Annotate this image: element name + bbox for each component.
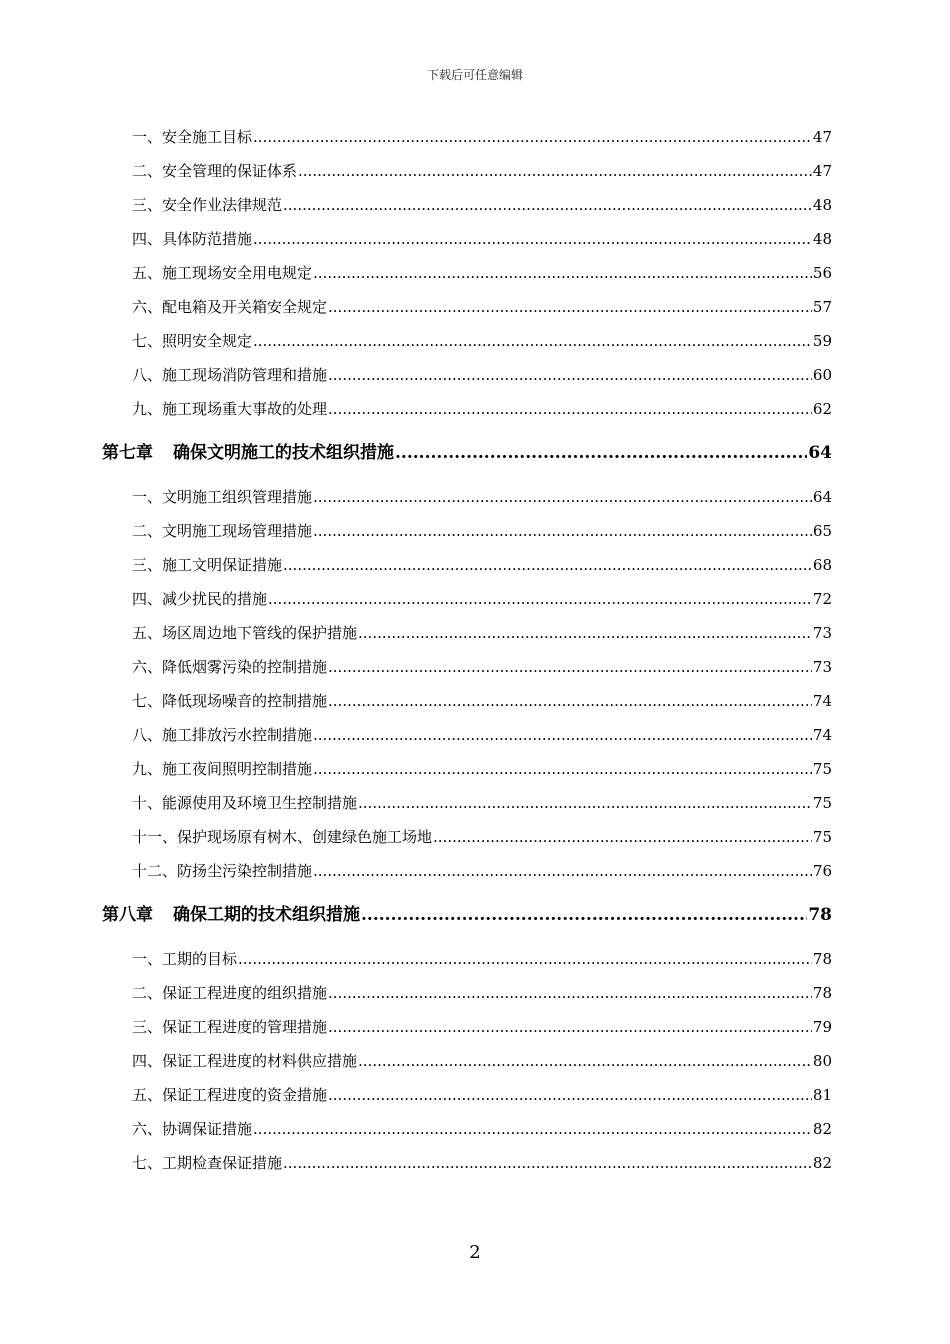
toc-entry-title: 四、具体防范措施 (132, 230, 253, 248)
toc-entry[interactable] (102, 392, 832, 426)
toc-page-number: 78 (812, 950, 832, 968)
toc-entry-title: 六、协调保证措施 (132, 1120, 253, 1138)
toc-entry-title: 二、文明施工现场管理措施 (132, 522, 313, 540)
toc-entry[interactable] (102, 684, 832, 718)
toc-page-number: 57 (812, 298, 832, 316)
toc-entry[interactable] (102, 120, 832, 154)
toc-entry-title: 二、保证工程进度的组织措施 (132, 984, 328, 1002)
toc-entry-title: 七、照明安全规定 (132, 332, 253, 350)
toc-dot-leader (253, 1112, 812, 1146)
toc-chapter-number: 第七章 (102, 443, 153, 463)
toc-entry-title: 七、降低现场噪音的控制措施 (132, 692, 328, 710)
toc-chapter-entry[interactable] (102, 888, 832, 942)
toc-entry-title: 六、降低烟雾污染的控制措施 (132, 658, 328, 676)
toc-page-number: 75 (812, 760, 832, 778)
table-of-contents (102, 120, 832, 1180)
toc-page-number: 76 (812, 862, 832, 880)
toc-entry[interactable] (102, 1146, 832, 1180)
toc-chapter-label: 确保工期的技术组织措施 (173, 905, 360, 925)
toc-entry-title: 三、安全作业法律规范 (132, 196, 283, 214)
toc-page-number: 56 (812, 264, 832, 282)
toc-chapter-title (102, 426, 394, 480)
toc-page-number: 73 (812, 624, 832, 642)
toc-page-number: 75 (812, 828, 832, 846)
toc-dot-leader (313, 256, 812, 290)
toc-entry-title: 三、施工文明保证措施 (132, 556, 283, 574)
toc-page-number: 82 (812, 1154, 832, 1172)
toc-entry[interactable] (102, 786, 832, 820)
toc-chapter-number: 第八章 (102, 905, 153, 925)
toc-dot-leader (238, 942, 812, 976)
toc-entry-title: 一、工期的目标 (132, 950, 238, 968)
toc-chapter-title (102, 888, 360, 942)
toc-page-number: 73 (812, 658, 832, 676)
toc-entry[interactable] (102, 854, 832, 888)
toc-dot-leader (358, 786, 812, 820)
toc-entry[interactable] (102, 358, 832, 392)
toc-entry[interactable] (102, 942, 832, 976)
toc-page-number: 62 (812, 400, 832, 418)
toc-page-number: 81 (812, 1086, 832, 1104)
toc-dot-leader (328, 684, 812, 718)
toc-entry[interactable] (102, 154, 832, 188)
toc-entry[interactable] (102, 582, 832, 616)
toc-entry-title: 八、施工排放污水控制措施 (132, 726, 313, 744)
toc-page-number: 47 (812, 128, 832, 146)
toc-entry[interactable] (102, 976, 832, 1010)
toc-dot-leader (328, 290, 812, 324)
toc-entry[interactable] (102, 650, 832, 684)
page-number: 2 (469, 1242, 481, 1263)
toc-page-number: 48 (812, 230, 832, 248)
toc-entry-title: 一、安全施工目标 (132, 128, 253, 146)
toc-dot-leader (253, 120, 812, 154)
toc-entry-title: 九、施工夜间照明控制措施 (132, 760, 313, 778)
toc-dot-leader (268, 582, 812, 616)
toc-entry-title: 四、保证工程进度的材料供应措施 (132, 1052, 358, 1070)
toc-entry-title: 五、施工现场安全用电规定 (132, 264, 313, 282)
toc-dot-leader (433, 820, 812, 854)
toc-dot-leader (253, 222, 812, 256)
toc-entry-title: 十二、防扬尘污染控制措施 (132, 862, 313, 880)
toc-dot-leader (328, 1078, 812, 1112)
page-header: 下载后可任意编辑 (426, 68, 523, 82)
toc-page-number: 80 (812, 1052, 832, 1070)
toc-chapter-label: 确保文明施工的技术组织措施 (173, 443, 394, 463)
toc-page-number: 48 (812, 196, 832, 214)
toc-entry-title: 一、文明施工组织管理措施 (132, 488, 313, 506)
toc-entry[interactable] (102, 718, 832, 752)
toc-dot-leader (358, 1044, 812, 1078)
toc-entry-title: 十一、保护现场原有树木、创建绿色施工场地 (132, 828, 433, 846)
toc-dot-leader (328, 358, 812, 392)
toc-entry[interactable] (102, 752, 832, 786)
toc-dot-leader (358, 616, 812, 650)
toc-entry[interactable] (102, 616, 832, 650)
toc-entry[interactable] (102, 290, 832, 324)
toc-entry[interactable] (102, 1044, 832, 1078)
toc-dot-leader (328, 650, 812, 684)
toc-dot-leader (253, 324, 812, 358)
toc-dot-leader (313, 718, 812, 752)
toc-page-number: 78 (808, 905, 832, 925)
toc-entry[interactable] (102, 1078, 832, 1112)
toc-page-number: 65 (812, 522, 832, 540)
toc-entry-title: 五、保证工程进度的资金措施 (132, 1086, 328, 1104)
toc-page-number: 79 (812, 1018, 832, 1036)
toc-dot-leader (313, 854, 812, 888)
toc-dot-leader (395, 426, 807, 480)
toc-entry[interactable] (102, 324, 832, 358)
toc-dot-leader (313, 514, 812, 548)
toc-page-number: 75 (812, 794, 832, 812)
toc-page-number: 74 (812, 692, 832, 710)
toc-entry[interactable] (102, 548, 832, 582)
toc-dot-leader (328, 392, 812, 426)
toc-dot-leader (283, 548, 812, 582)
toc-entry-title: 四、减少扰民的措施 (132, 590, 268, 608)
toc-page-number: 47 (812, 162, 832, 180)
toc-page-number: 68 (812, 556, 832, 574)
toc-entry[interactable] (102, 256, 832, 290)
toc-entry[interactable] (102, 1010, 832, 1044)
toc-entry-title: 八、施工现场消防管理和措施 (132, 366, 328, 384)
toc-page-number: 78 (812, 984, 832, 1002)
toc-entry-title: 三、保证工程进度的管理措施 (132, 1018, 328, 1036)
toc-page-number: 74 (812, 726, 832, 744)
toc-dot-leader (328, 1010, 812, 1044)
toc-entry[interactable] (102, 820, 832, 854)
toc-dot-leader (313, 752, 812, 786)
toc-page-number: 64 (808, 443, 832, 463)
toc-entry-title: 十、能源使用及环境卫生控制措施 (132, 794, 358, 812)
toc-entry[interactable] (102, 188, 832, 222)
toc-page-number: 72 (812, 590, 832, 608)
toc-entry-title: 九、施工现场重大事故的处理 (132, 400, 328, 418)
toc-page-number: 59 (812, 332, 832, 350)
toc-entry[interactable] (102, 1112, 832, 1146)
toc-page-number: 82 (812, 1120, 832, 1138)
toc-entry-title: 七、工期检查保证措施 (132, 1154, 283, 1172)
toc-dot-leader (283, 188, 812, 222)
toc-dot-leader (328, 976, 812, 1010)
toc-dot-leader (313, 480, 812, 514)
toc-entry[interactable] (102, 480, 832, 514)
toc-entry-title: 五、场区周边地下管线的保护措施 (132, 624, 358, 642)
toc-page-number: 64 (812, 488, 832, 506)
toc-chapter-entry[interactable] (102, 426, 832, 480)
toc-dot-leader (361, 888, 807, 942)
toc-dot-leader (283, 1146, 812, 1180)
toc-entry-title: 六、配电箱及开关箱安全规定 (132, 298, 328, 316)
toc-page-number: 60 (812, 366, 832, 384)
toc-entry[interactable] (102, 222, 832, 256)
toc-dot-leader (298, 154, 812, 188)
toc-entry-title: 二、安全管理的保证体系 (132, 162, 298, 180)
toc-entry[interactable] (102, 514, 832, 548)
